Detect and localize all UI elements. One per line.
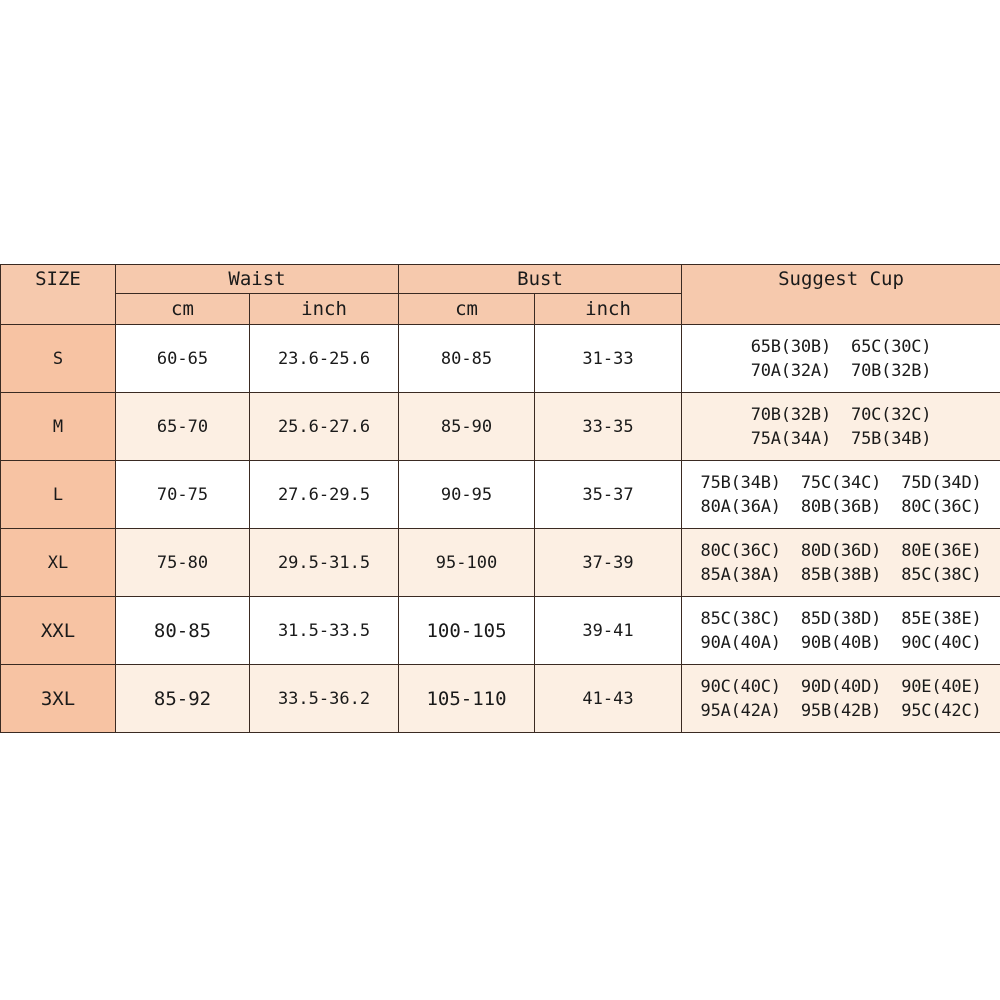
cup-line: 85A(38A) 85B(38B) 85C(38C) (700, 564, 982, 585)
waist-cm-cell: 80-85 (116, 597, 250, 665)
cup-line: 85C(38C) 85D(38D) 85E(38E) (700, 608, 982, 629)
size-cell: S (1, 325, 116, 393)
waist-inch-cell: 29.5-31.5 (250, 529, 399, 597)
waist-cm-cell: 70-75 (116, 461, 250, 529)
size-header: SIZE (1, 265, 116, 294)
table-row (1, 325, 1000, 393)
waist-cm-cell: 85-92 (116, 665, 250, 733)
size-cell: L (1, 461, 116, 529)
table-row (1, 597, 1000, 665)
size-cell: XL (1, 529, 116, 597)
bust-cm-header: cm (399, 294, 535, 325)
cup-line: 95A(42A) 95B(42B) 95C(42C) (700, 700, 982, 721)
table-row (1, 461, 1000, 529)
cup-line: 65B(30B) 65C(30C) (750, 336, 932, 357)
size-cell: M (1, 393, 116, 461)
bust-cm-cell: 95-100 (399, 529, 535, 597)
waist-inch-cell: 25.6-27.6 (250, 393, 399, 461)
bust-inch-cell: 35-37 (535, 461, 682, 529)
bust-cm-cell: 80-85 (399, 325, 535, 393)
header-row-units (1, 294, 1000, 325)
waist-cm-header: cm (116, 294, 250, 325)
bust-cm-cell: 105-110 (399, 665, 535, 733)
bust-cm-cell: 90-95 (399, 461, 535, 529)
header-row-main (1, 265, 1000, 294)
waist-inch-cell: 27.6-29.5 (250, 461, 399, 529)
suggest-cup-header: Suggest Cup (682, 265, 1000, 294)
cup-line: 90C(40C) 90D(40D) 90E(40E) (700, 676, 982, 697)
waist-inch-cell: 33.5-36.2 (250, 665, 399, 733)
suggest-cup-header-blank (682, 294, 1000, 325)
bust-cm-cell: 100-105 (399, 597, 535, 665)
cup-line: 80C(36C) 80D(36D) 80E(36E) (700, 540, 982, 561)
bust-inch-cell: 31-33 (535, 325, 682, 393)
bust-inch-cell: 37-39 (535, 529, 682, 597)
suggest-cup-cell (682, 393, 1000, 461)
suggest-cup-cell (682, 597, 1000, 665)
suggest-cup-cell (682, 325, 1000, 393)
table-row (1, 529, 1000, 597)
size-cell: XXL (1, 597, 116, 665)
cup-line: 75A(34A) 75B(34B) (750, 428, 932, 449)
bust-inch-header: inch (535, 294, 682, 325)
bust-cm-cell: 85-90 (399, 393, 535, 461)
waist-cm-cell: 75-80 (116, 529, 250, 597)
waist-inch-cell: 23.6-25.6 (250, 325, 399, 393)
cup-line: 80A(36A) 80B(36B) 80C(36C) (700, 496, 982, 517)
waist-cm-cell: 60-65 (116, 325, 250, 393)
cup-line: 90A(40A) 90B(40B) 90C(40C) (700, 632, 982, 653)
waist-cm-cell: 65-70 (116, 393, 250, 461)
waist-inch-cell: 31.5-33.5 (250, 597, 399, 665)
bust-inch-cell: 33-35 (535, 393, 682, 461)
cup-line: 75B(34B) 75C(34C) 75D(34D) (700, 472, 982, 493)
bust-header: Bust (399, 265, 682, 294)
size-chart-table (0, 264, 1000, 733)
table-row (1, 665, 1000, 733)
bust-inch-cell: 39-41 (535, 597, 682, 665)
table-row (1, 393, 1000, 461)
size-header-blank (1, 294, 116, 325)
suggest-cup-cell (682, 529, 1000, 597)
cup-line: 70A(32A) 70B(32B) (750, 360, 932, 381)
size-cell: 3XL (1, 665, 116, 733)
waist-header: Waist (116, 265, 399, 294)
cup-line: 70B(32B) 70C(32C) (750, 404, 932, 425)
suggest-cup-cell (682, 461, 1000, 529)
bust-inch-cell: 41-43 (535, 665, 682, 733)
suggest-cup-cell (682, 665, 1000, 733)
waist-inch-header: inch (250, 294, 399, 325)
